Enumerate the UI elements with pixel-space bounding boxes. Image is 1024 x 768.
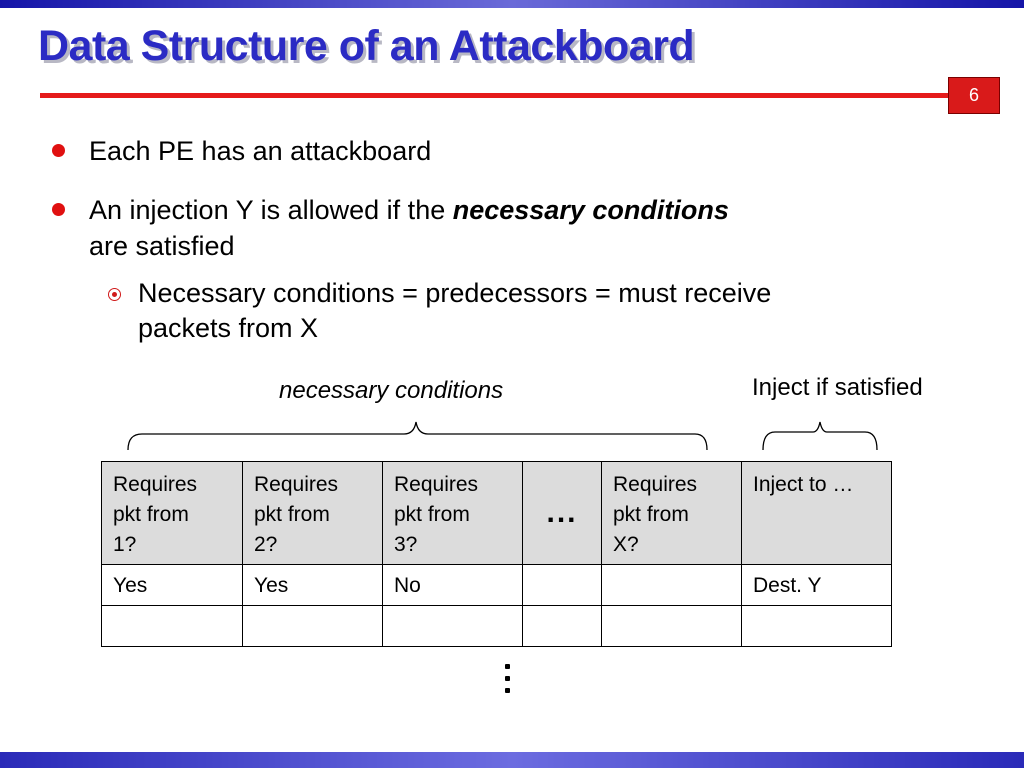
necessary-conditions-brace (120, 410, 720, 455)
slide-title: Data Structure of an Attackboard (38, 22, 695, 70)
header-line: pkt from (394, 503, 470, 526)
bullet-2-line-2: are satisfied (89, 231, 235, 261)
table-cell (602, 565, 742, 606)
table-cell: Yes (243, 565, 383, 606)
header-cell (243, 462, 383, 565)
sub-bullet-line-2: packets from X (138, 313, 319, 343)
header-line: pkt from (613, 503, 689, 526)
attackboard-table (101, 461, 892, 647)
necessary-conditions-label: necessary conditions (279, 377, 504, 404)
table-row (102, 606, 892, 647)
bullet-2-emphasis: necessary conditions (452, 195, 729, 225)
inject-brace (755, 410, 885, 455)
header-line: 3? (394, 533, 418, 556)
table-cell (102, 606, 243, 647)
header-line: 2? (254, 533, 278, 556)
table-cell: Dest. Y (742, 565, 892, 606)
bullet-dot-icon (52, 144, 65, 157)
table-cell (523, 565, 602, 606)
header-line: pkt from (254, 503, 330, 526)
bullet-1-text: Each PE has an attackboard (89, 136, 432, 166)
header-line: X? (613, 533, 639, 556)
bullet-dot-icon (52, 203, 65, 216)
table-cell (523, 606, 602, 647)
header-line: 1? (113, 533, 137, 556)
bullet-2-line-1 (89, 193, 729, 228)
header-line: Requires (254, 473, 339, 496)
page-number-badge: 6 (948, 77, 1000, 114)
header-line: Requires (113, 473, 198, 496)
bottom-decorative-band (0, 752, 1024, 768)
top-decorative-band (0, 0, 1024, 8)
sub-bullet-line-1: Necessary conditions = predecessors = must receive (138, 278, 772, 308)
header-cell (383, 462, 523, 565)
inject-if-satisfied-label: Inject if satisfied (752, 374, 923, 401)
sub-bullet-target-icon (108, 288, 121, 301)
table-cell: No (383, 565, 523, 606)
header-ellipsis-cell: ... (523, 462, 602, 565)
table-cell (742, 606, 892, 647)
table-header-row (102, 462, 892, 565)
header-line: pkt from (113, 503, 189, 526)
table-cell (243, 606, 383, 647)
header-cell: Inject to … (742, 462, 892, 565)
header-cell (602, 462, 742, 565)
vertical-ellipsis-icon (499, 664, 515, 704)
title-underline-rule (40, 93, 948, 98)
table-row (102, 565, 892, 606)
table-cell (602, 606, 742, 647)
header-line: Requires (613, 473, 698, 496)
table-cell: Yes (102, 565, 243, 606)
header-cell (102, 462, 243, 565)
header-line: Requires (394, 473, 479, 496)
table-cell (383, 606, 523, 647)
bullet-2-text: An injection Y is allowed if the (89, 195, 453, 225)
